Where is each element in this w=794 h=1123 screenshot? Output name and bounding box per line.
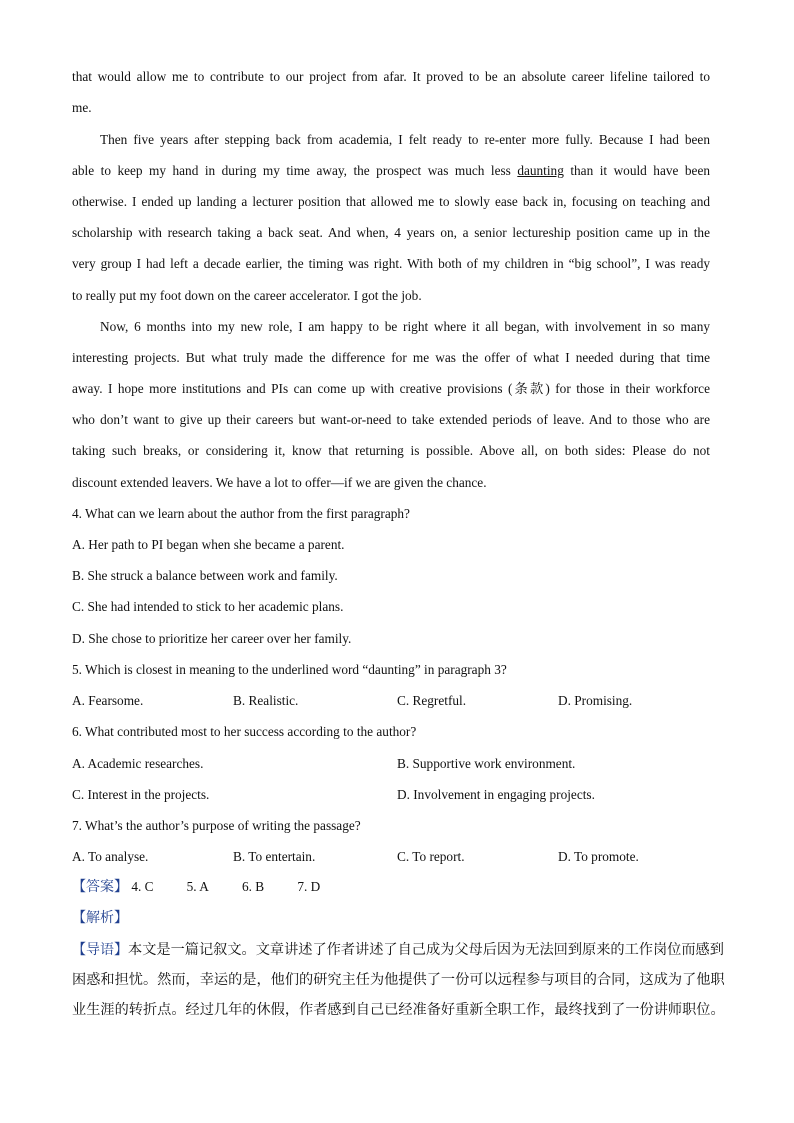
underlined-word-daunting: daunting <box>517 163 564 178</box>
question-7-option-c[interactable]: C. To report. <box>397 849 465 864</box>
passage-line: who don’t want to give up their careers but want-or-need to take extended periods of leave. And to those who are <box>72 412 710 427</box>
question-6-option-d[interactable]: D. Involvement in engaging projects. <box>397 787 595 802</box>
intro-tag: 【导语】 <box>72 942 128 958</box>
question-5-option-b[interactable]: B. Realistic. <box>233 693 299 708</box>
question-4-stem: 4. What can we learn about the author from the first paragraph? <box>72 506 410 521</box>
analysis-line: 困惑和担忧。然而，幸运的是，他们的研究主任为他提供了一份可以远程参与项目的合同，这成为了他职 <box>72 972 725 988</box>
answer-value: 5. A <box>186 879 209 894</box>
passage-line <box>72 163 710 179</box>
question-4-option-a[interactable]: A. Her path to PI began when she became a parent. <box>72 537 345 552</box>
passage-line: interesting projects. But what truly made the difference for me was the offer of what I needed during that time <box>72 350 710 365</box>
question-5-option-d[interactable]: D. Promising. <box>558 693 633 708</box>
question-4-option-b[interactable]: B. She struck a balance between work and family. <box>72 568 338 583</box>
passage-line: otherwise. I ended up landing a lecturer position that allowed me to slowly ease back in, focusing on teaching and <box>72 194 710 209</box>
passage-line: away. I hope more institutions and PIs can come up with creative provisions (条款) for those in their workforce <box>72 381 710 396</box>
answer-value: 4. C <box>131 879 154 894</box>
passage-line: very group I had left a decade earlier, the timing was right. With both of my children in “big school”, I was ready <box>72 256 710 271</box>
question-5-option-a[interactable]: A. Fearsome. <box>72 693 144 708</box>
question-4-option-d[interactable]: D. She chose to prioritize her career over her family. <box>72 631 352 646</box>
passage-line: to really put my foot down on the career accelerator. I got the job. <box>72 288 422 303</box>
question-5-stem: 5. Which is closest in meaning to the underlined word “daunting” in paragraph 3? <box>72 662 507 677</box>
passage-line: Now, 6 months into my new role, I am happy to be right where it all began, with involvement in so many <box>100 319 710 334</box>
analysis-line <box>72 942 724 962</box>
question-4-option-c[interactable]: C. She had intended to stick to her academic plans. <box>72 599 344 614</box>
passage-text: than it would have been <box>563 163 710 178</box>
question-6-option-a[interactable]: A. Academic researches. <box>72 756 204 771</box>
passage-line: Then five years after stepping back from academia, I felt ready to re-enter more fully. Because I had been <box>100 132 710 147</box>
answer-value: 7. D <box>297 879 321 894</box>
analysis-tag: 【解析】 <box>72 910 128 926</box>
analysis-heading <box>72 910 128 926</box>
question-7-option-d[interactable]: D. To promote. <box>558 849 639 864</box>
answer-value: 6. B <box>241 879 265 894</box>
question-6-option-b[interactable]: B. Supportive work environment. <box>397 756 576 771</box>
question-7-stem: 7. What’s the author’s purpose of writing the passage? <box>72 818 361 833</box>
answer-line <box>72 879 320 895</box>
passage-text: able to keep my hand in during my time away, the prospect was much less <box>72 163 518 178</box>
passage-line: discount extended leavers. We have a lot to offer—if we are given the chance. <box>72 475 487 490</box>
question-7-option-b[interactable]: B. To entertain. <box>233 849 316 864</box>
analysis-text: 本文是一篇记叙文。文章讲述了作者讲述了自己成为父母后因为无法回到原来的工作岗位而感到 <box>128 942 724 958</box>
answer-tag: 【答案】 <box>72 879 128 895</box>
question-7-option-a[interactable]: A. To analyse. <box>72 849 149 864</box>
question-6-option-c[interactable]: C. Interest in the projects. <box>72 787 210 802</box>
question-6-stem: 6. What contributed most to her success according to the author? <box>72 724 417 739</box>
analysis-line: 业生涯的转折点。经过几年的休假，作者感到自己已经准备好重新全职工作，最终找到了一份讲师职位。 <box>72 1002 725 1018</box>
passage-line: that would allow me to contribute to our project from afar. It proved to be an absolute career lifeline tailored to <box>72 69 710 84</box>
passage-line: taking such breaks, or considering it, know that returning is possible. Above all, on both sides: Please do not <box>72 443 710 458</box>
passage-line: me. <box>72 100 92 115</box>
passage-line: scholarship with research taking a back seat. And when, 4 years on, a senior lectureship position came up in the <box>72 225 710 240</box>
question-5-option-c[interactable]: C. Regretful. <box>397 693 467 708</box>
